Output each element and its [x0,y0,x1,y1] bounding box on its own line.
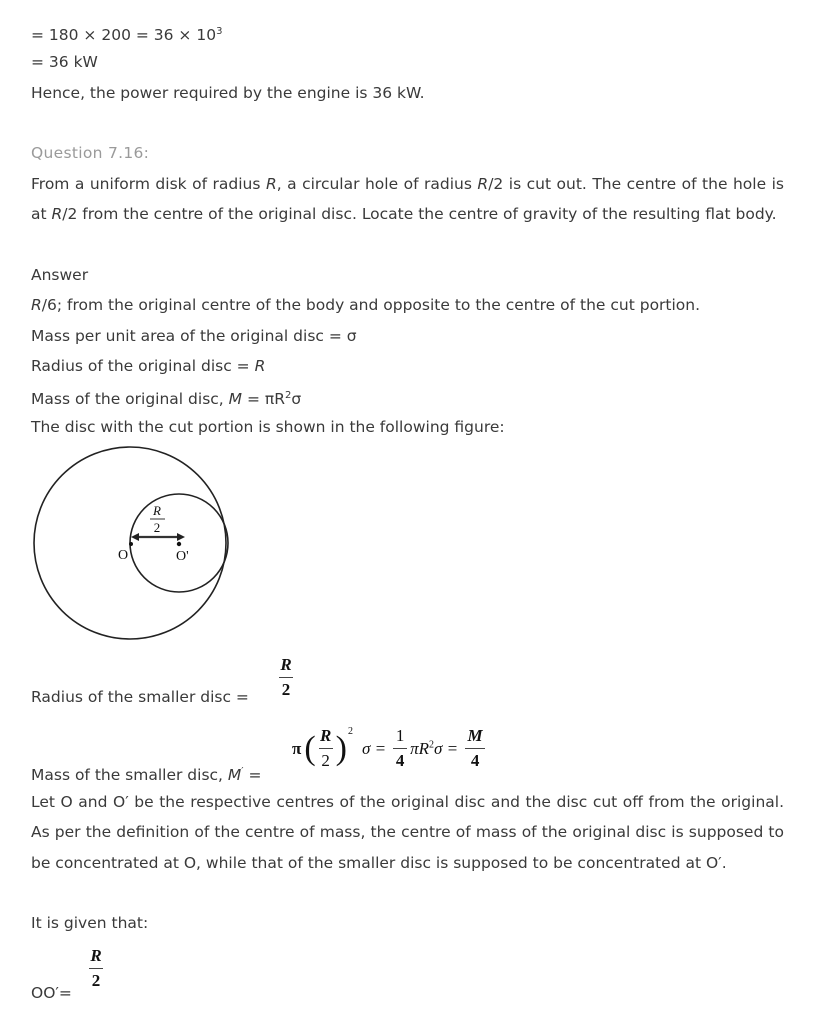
variable-r: R [477,175,489,193]
denominator: 2 [281,680,291,699]
radius-original [31,356,265,376]
text: , a circular hole of radius [276,175,478,193]
figure-caption: The disc with the cut portion is shown in the following figure: [31,418,505,436]
numerator: R [319,726,332,745]
denominator: 2 [91,971,101,990]
text: /2 from the centre of the original disc. Locate the centre of gravity of the resulting flat body. [62,205,777,224]
answer-label: Answer [31,266,89,284]
denominator: 4 [470,751,480,770]
numerator: M [467,726,483,745]
right-paren: ) [335,729,347,767]
fraction-numerator: R [153,503,161,518]
oo-prime-label: OO′= [31,984,72,1002]
numerator: R [90,946,102,965]
radius-smaller-fraction [279,655,293,700]
fraction-bar [89,968,103,969]
mass-original [31,386,301,409]
variable-r: R [51,205,63,224]
arrow-head-right [177,533,185,541]
given-label: It is given that: [31,914,149,932]
oo-prime-fraction [89,946,103,991]
sigma-equals: σ = [361,738,387,758]
sigma-equals: σ = [434,738,459,758]
numerator: R [280,655,292,674]
denominator: 2 [321,751,330,770]
equation-power-result: = 36 kW [31,53,98,71]
point-o-prime [177,542,181,546]
text: = πR [242,390,285,409]
pi-symbol: π [292,738,302,758]
variable-r: R [265,175,277,193]
middle-term [410,739,458,759]
exponent: 3 [216,26,223,37]
left-paren: ( [304,729,316,767]
variable-m: M [228,390,243,409]
label-o: O [118,548,129,563]
disc-figure [30,445,235,645]
mass-smaller-formula [292,726,485,771]
question-title: Question 7.16: [31,144,150,162]
variable-r: R [254,357,266,375]
equation-text: = 180 × 200 = 36 × 10 [31,26,217,45]
exponent: 2 [284,390,292,401]
arrow-head-left [131,533,139,541]
fraction-bar [393,748,407,749]
denominator: 4 [395,751,405,770]
pi-r: πR [410,738,429,758]
text: σ [291,390,302,409]
text: Mass of the smaller disc, [31,766,228,785]
answer-result [31,295,700,315]
fraction-bar [319,748,333,749]
text: /2 is cut out. The centre of the hole is at [31,175,784,224]
exponent: 2 [429,738,434,750]
variable-m: M [227,766,242,785]
point-o [129,542,133,546]
label-o-prime: O' [176,549,189,564]
fraction-bar [465,748,485,749]
numerator: 1 [395,726,405,745]
mass-per-unit-area: Mass per unit area of the original disc = σ [31,327,357,345]
text: /6; from the original centre of the body and opposite to the centre of the cut portion. [41,296,701,314]
text: From a uniform disk of radius [31,175,266,193]
question-text [31,169,784,230]
variable-r: R [31,296,42,314]
text: Radius of the original disc = [31,357,255,375]
equation-power-product [31,22,222,45]
radius-smaller-label: Radius of the smaller disc = [31,688,249,706]
explanation-paragraph: Let O and O′ be the respective centres of the original disc and the disc cut off from the original. As per the definition of the centre of mass, the centre of mass of the original disc is supposed to be concentrated at O, while that of the smaller disc is supposed to be concentrated at O′. [31,793,784,872]
fraction-bar [279,677,293,678]
text: = [243,766,262,785]
power-conclusion: Hence, the power required by the engine is 36 kW. [31,84,425,102]
text: Mass of the original disc, [31,390,229,409]
prime: ′ [241,766,244,777]
exponent: 2 [347,726,353,737]
mass-smaller-label [31,762,261,785]
fraction-denominator: 2 [153,520,161,535]
